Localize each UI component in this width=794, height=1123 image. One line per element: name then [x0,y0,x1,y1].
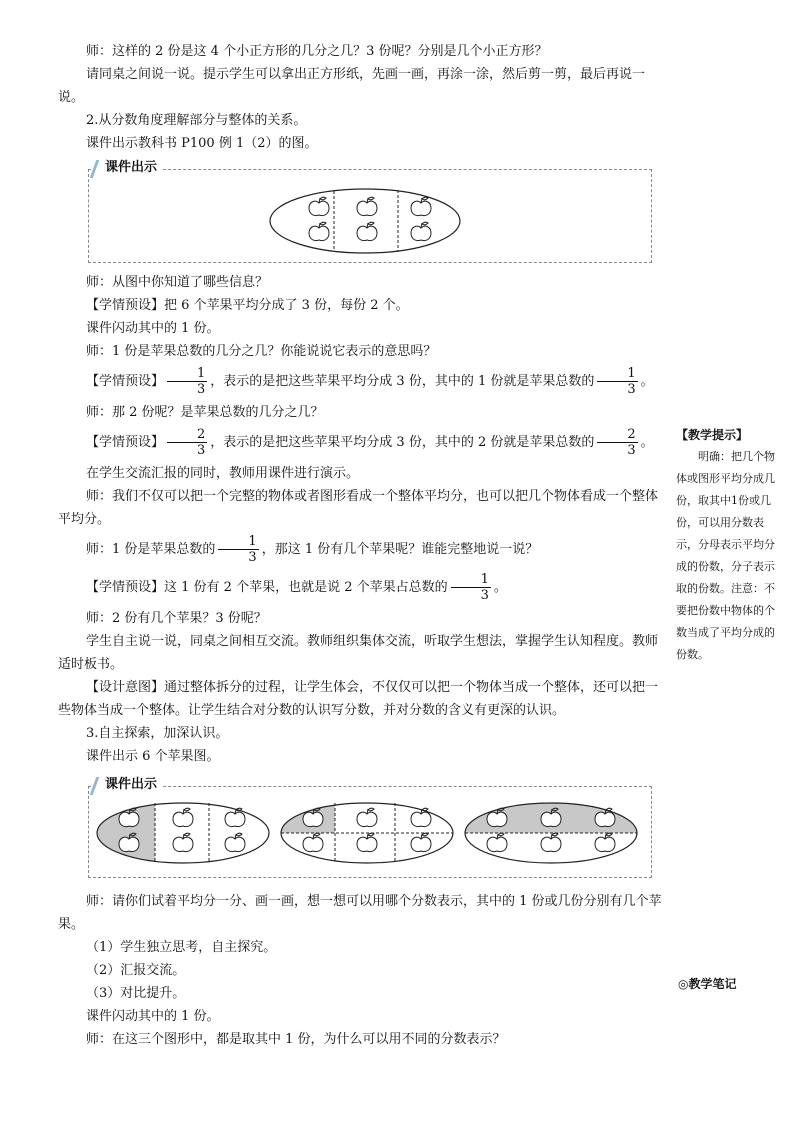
teaching-tip-body: 明确：把几个物体或图形平均分成几份，取其中1份或几份，可以用分数表示，分母表示平均分成的份数，分子表示取的份数。注意：不要把份数中物体的个数当成了平均分成的份数。 [676,450,775,661]
text-line-fraction [58,363,670,401]
text-segment: 。 [493,580,507,595]
fraction-numerator: 2 [167,427,207,443]
apple-ovals-figure [89,787,651,877]
text-line: 【学情预设】把 6 个苹果平均分成了 3 份，每份 2 个。 [86,298,409,313]
fraction [167,366,207,397]
fraction-numerator: 1 [597,366,637,382]
fraction-numerator: 1 [451,572,491,588]
fraction-denominator: 3 [197,382,206,397]
text-segment: 师：1 份是苹果总数的 [86,542,216,557]
fraction [597,427,637,458]
fraction-denominator: 3 [248,550,257,565]
text-line: 课件闪动其中的 1 份。 [86,321,220,336]
shaded-part [269,787,335,833]
teaching-tip-sidebar [676,424,776,666]
text-line: 3.自主探索，加深认识。 [86,726,229,741]
text-line: 学生自主说一说，同桌之间相互交流。教师组织集体交流，听取学生想法，掌握学生认知程度。教师适时板书。 [58,634,659,672]
text-segment: 。 [640,435,654,450]
apple-oval [270,189,460,253]
text-line: 师：从图中你知道了哪些信息？ [86,275,269,290]
courseware-box-2 [88,777,652,878]
text-line: 请同桌之间说一说。提示学生可以拿出正方形纸，先画一画，再涂一涂，然后剪一剪，最后再说一说。 [58,67,646,105]
text-line: 师：那 2 份呢？是苹果总数的几分之几？ [86,405,324,420]
fraction-numerator: 2 [597,427,637,443]
text-line: 师：请你们试着平均分一分、画一画，想一想可以用哪个分数表示，其中的 1 份或几份分别有几个苹果。 [58,894,662,932]
text-line: （3）对比提升。 [86,986,186,1001]
text-line: 师：1 份是苹果总数的几分之几？你能说说它表示的意思吗？ [86,344,437,359]
text-segment: ，表示的是把这些苹果平均分成 3 份，其中的 1 份就是苹果总数的 [210,374,595,389]
text-line-fraction [58,424,670,462]
text-line: 2.从分数角度理解部分与整体的关系。 [86,113,307,128]
text-line-fraction [58,531,670,569]
text-line: 【设计意图】通过整体拆分的过程，让学生体会，不仅仅可以把一个物体当成一个整体，还可以把一些物体当成一个整体。让学生结合对分数的认识写分数，并对分数的含义有更深的认识。 [58,680,659,718]
text-line: 课件出示教科书 P100 例 1（2）的图。 [86,136,318,151]
text-line: 师：我们不仅可以把一个完整的物体或者图形看成一个整体平均分，也可以把几个物体看成一个整体平均分。 [58,489,659,527]
fraction-denominator: 3 [197,443,206,458]
text-line: 师：2 份有几个苹果？3 份呢？ [86,611,267,626]
text-segment: 【学情预设】这 1 份有 2 个苹果，也就是说 2 个苹果占总数的 [86,580,448,595]
text-line: 在学生交流汇报的同时，教师用课件进行演示。 [86,466,360,481]
text-segment: 【学情预设】 [86,435,165,450]
text-line: 师：这样的 2 份是这 4 个小正方形的几分之几？3 份呢？分别是几个小正方形？ [86,44,548,59]
fraction [167,427,207,458]
fraction-numerator: 1 [218,534,258,550]
text-segment: ，表示的是把这些苹果平均分成 3 份，其中的 2 份就是苹果总数的 [210,435,595,450]
fraction [451,572,491,603]
fraction [597,366,637,397]
fraction-numerator: 1 [167,366,207,382]
teaching-tip-title: 【教学提示】 [676,428,749,442]
fraction [218,534,258,565]
courseware-box-1 [88,160,652,263]
apple-oval-figure [89,170,651,262]
text-line: （2）汇报交流。 [86,963,186,978]
fraction-denominator: 3 [627,443,636,458]
text-line-fraction [58,569,670,607]
fraction-denominator: 3 [480,588,489,603]
courseware-label: 课件出示 [91,775,161,795]
text-segment: 【学情预设】 [86,374,165,389]
courseware-label: 课件出示 [91,158,161,178]
lesson-body [58,40,670,1051]
teaching-notes-label: ◎教学笔记 [678,977,737,991]
text-segment: ，那这 1 份有几个苹果呢？谁能完整地说一说？ [261,542,539,557]
text-line: 课件闪动其中的 1 份。 [86,1009,220,1024]
text-line: （1）学生独立思考，自主探究。 [86,940,277,955]
shaded-part [89,787,155,877]
fraction-denominator: 3 [627,382,636,397]
text-line: 师：在这三个图形中，都是取其中 1 份，为什么可以用不同的分数表示？ [86,1032,506,1047]
text-segment: 。 [640,374,654,389]
text-line: 课件出示 6 个苹果图。 [86,749,220,764]
